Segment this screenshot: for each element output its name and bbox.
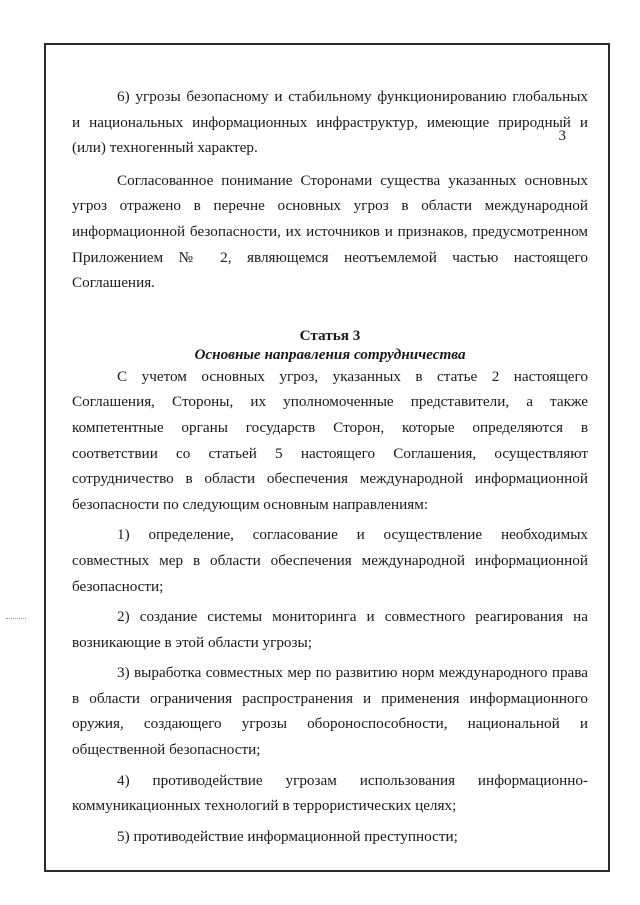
article-intro-paragraph: С учетом основных угроз, указанных в статье 2 настоящего Соглашения, Стороны, их уполномоченные представители, а также компетентные органы государств Сторон, которые определяются в соответствии со статьей 5 настоящего Соглашения, осуществляют сотрудничество в области обеспечения международной информационной безопасности по следующим основным направлениям:	[72, 367, 588, 513]
document-body	[72, 62, 588, 849]
agreement-paragraph: Согласованное понимание Сторонами существа указанных основных угроз отражено в перечне основных угроз в области международной информационной безопасности, их источников и признаков, предусмотренном Приложением № 2, являющемся неотъемлемой частью настоящего Соглашения.	[72, 171, 588, 292]
cooperation-item-3: 3) выработка совместных мер по развитию норм международного права в области ограничения распространения и применения информационного оружия, создающего угрозы обороноспособности, национальной и общественной безопасности;	[72, 664, 588, 759]
cooperation-item-2: 2) создание системы мониторинга и совместного реагирования на возникающие в этой области угрозы;	[72, 608, 588, 651]
article-title: Основные направления сотрудничества	[194, 345, 466, 363]
threat-item-6: 6) угрозы безопасному и стабильному функционированию глобальных и национальных информационных инфраструктур, имеющие природный и (или) техногенный характер.	[72, 88, 588, 157]
cooperation-item-5: 5) противодействие информационной преступности;	[117, 827, 458, 845]
cooperation-item-4: 4) противодействие угрозам использования информационно-коммуникационных технологий в террористических целях;	[72, 771, 588, 815]
cooperation-item-1: 1) определение, согласование и осуществление необходимых совместных мер в области обеспечения международной информационной безопасности;	[72, 526, 588, 595]
margin-mark	[6, 618, 26, 620]
article-number: Статья 3	[299, 326, 361, 344]
page-number: 3	[558, 128, 566, 144]
article-heading	[72, 326, 588, 364]
